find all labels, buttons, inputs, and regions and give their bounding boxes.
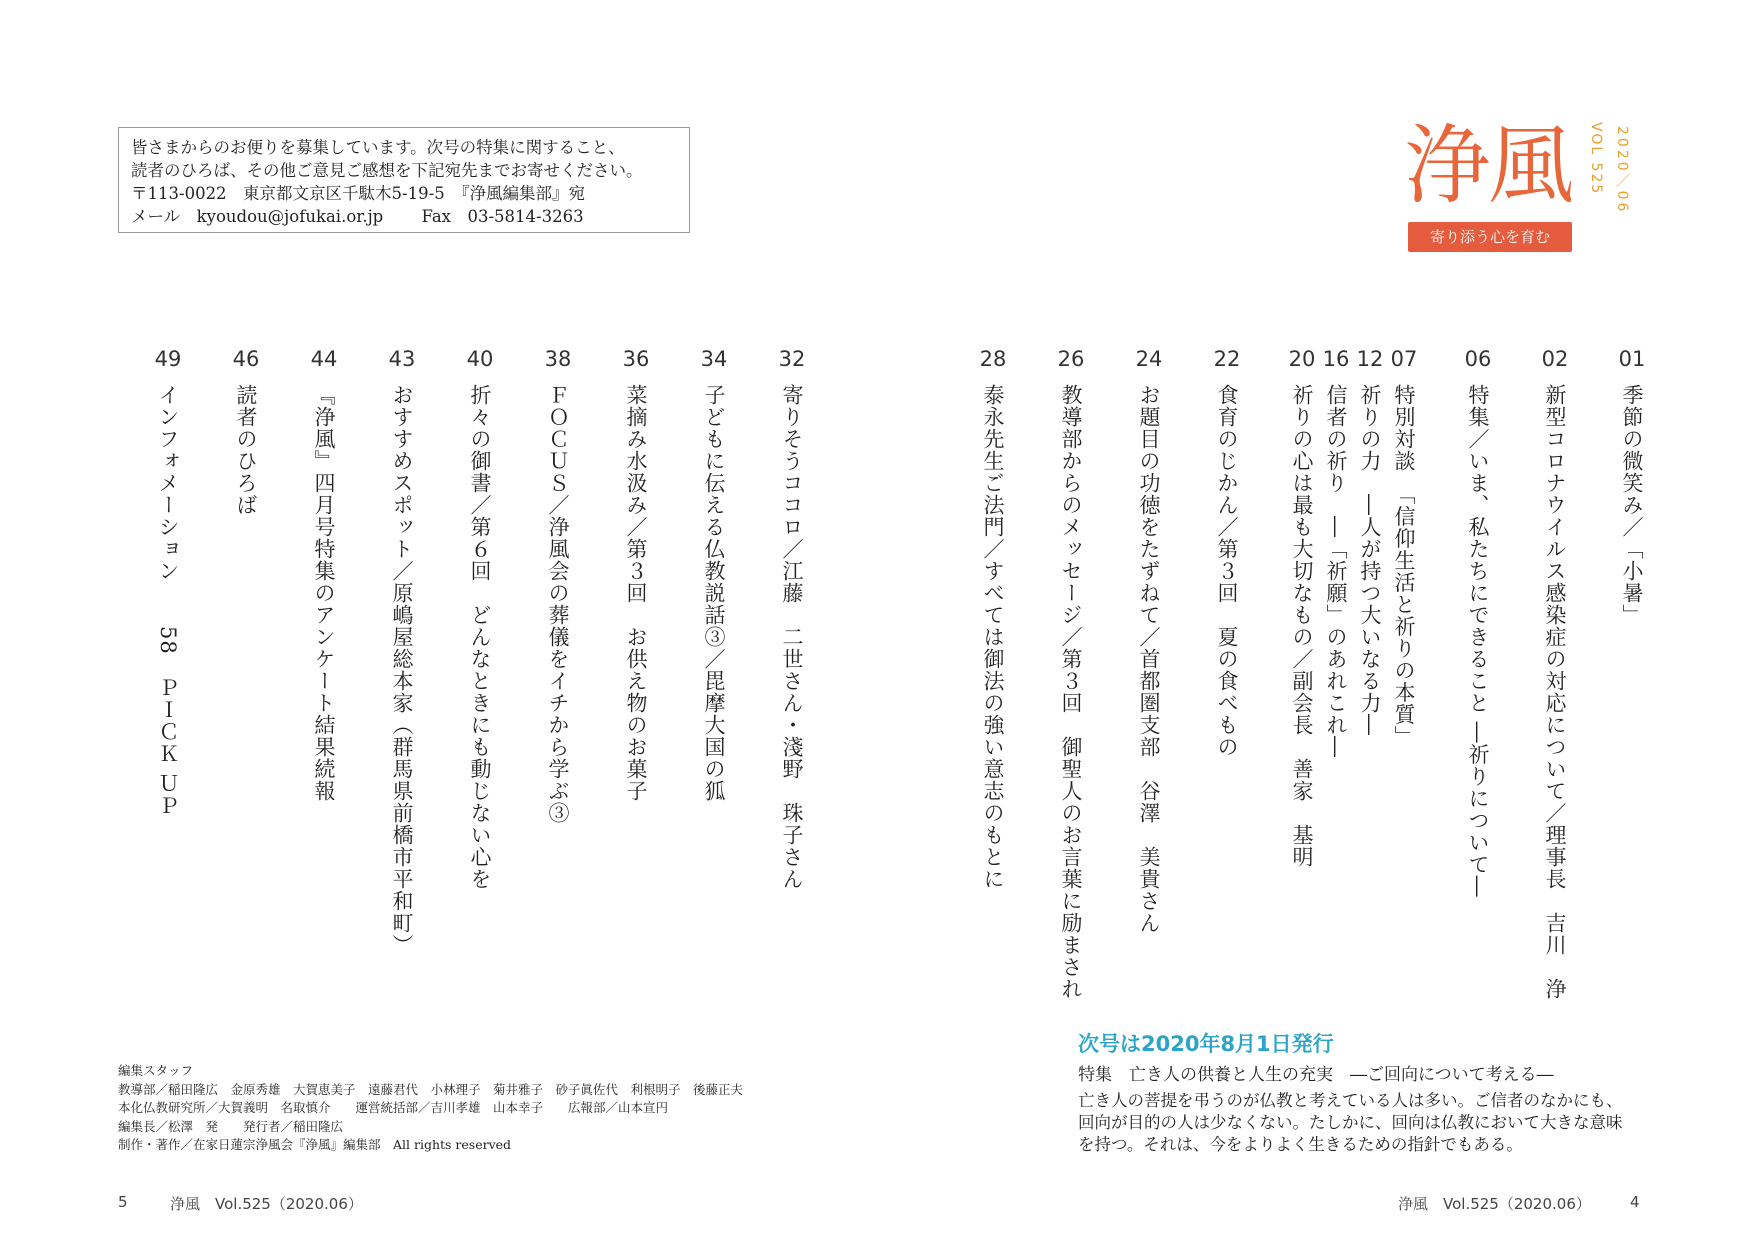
submission-notice [118, 127, 690, 233]
toc-title: お題目の功徳をたずねて／首都圏支部 谷澤 美貴さん [1137, 384, 1161, 934]
toc-title: 祈りの力 ―人が持つ大いなる力― [1358, 384, 1382, 736]
toc-entry[interactable] [541, 346, 575, 824]
toc-entry[interactable] [307, 346, 341, 802]
toc-page-number: 06 [1464, 347, 1492, 371]
toc-entry[interactable] [976, 346, 1010, 890]
logo-title: 浄風 [1404, 116, 1572, 216]
notice-line: 読者のひろば、その他ご意見ご感想を下記宛先までお寄せください。 [131, 161, 643, 180]
toc-title: 季節の微笑み／「小暑」 [1620, 384, 1644, 626]
toc-entry[interactable] [1387, 346, 1421, 748]
next-issue-heading: 次号は2020年8月1日発行 [1078, 1032, 1334, 1056]
footer-left-page-number: 5 [118, 1193, 128, 1211]
staff-line: 編集長／松澤 発 発行者／稲田隆広 [118, 1118, 344, 1134]
toc-entry[interactable] [1538, 346, 1572, 1000]
toc-title: 新型コロナウイルス感染症の対応について／理事長 吉川 浄 [1543, 384, 1567, 1000]
toc-title: 泰永先生ご法門／すべては御法の強い意志のもとに [981, 384, 1005, 890]
toc-entry[interactable] [1054, 346, 1088, 1000]
toc-page-number: 07 [1390, 347, 1418, 371]
toc-page-number: 02 [1541, 347, 1569, 371]
toc-page-number: 22 [1213, 347, 1241, 371]
editorial-staff [118, 1062, 818, 1155]
logo-tagline: 寄り添う心を育む [1408, 222, 1572, 252]
logo-date: 2020／06 [1614, 126, 1630, 215]
toc-title: 信者の祈り ―「祈願」のあれこれ― [1324, 384, 1348, 758]
toc-page-number: 43 [388, 347, 416, 371]
toc-page-number: 49 [154, 347, 182, 371]
toc-title: ＦＯＣＵＳ／浄風会の葬儀をイチから学ぶ③ [546, 384, 570, 824]
toc-page-number: 01 [1618, 347, 1646, 371]
toc-entry[interactable] [463, 346, 497, 890]
toc-page-number: 40 [466, 347, 494, 371]
toc-entry[interactable] [1132, 346, 1166, 934]
toc-page-number: 12 [1356, 347, 1384, 371]
staff-line: 制作・著作／在家日蓮宗浄風会『浄風』編集部 All rights reserved [118, 1137, 512, 1153]
footer-right-page-number: 4 [1630, 1193, 1640, 1211]
toc-page-number: 38 [544, 347, 572, 371]
notice-address: 〒113-0022 東京都文京区千駄木5-19-5 『浄風編集部』宛 [131, 184, 585, 203]
magazine-logo [1404, 118, 1644, 268]
toc-title: 特集／いま、私たちにできること ―祈りについて― [1466, 384, 1490, 898]
toc-entry[interactable] [1615, 346, 1649, 626]
toc-title: おすすめスポット／原嶋屋総本家（群馬県前橋市平和町） [390, 384, 414, 956]
toc-entry[interactable] [619, 346, 653, 802]
toc-page-number: 36 [622, 347, 650, 371]
toc-entry[interactable] [229, 346, 263, 516]
footer-left-title: 浄風 Vol.525（2020.06） [170, 1195, 363, 1213]
toc-title: 読者のひろば [234, 384, 258, 516]
staff-line: 本化仏教研究所／大賀義明 名取慎介 運営統括部／吉川孝雄 山本幸子 広報部／山本宣円 [118, 1100, 669, 1116]
toc-entry[interactable] [1353, 346, 1387, 736]
toc-title: 菜摘み水汲み／第３回 お供え物のお菓子 [624, 384, 648, 802]
notice-contact: メール kyoudou@jofukai.or.jp Fax 03-5814-3263 [131, 207, 584, 226]
toc-title: 教導部からのメッセージ／第３回 御聖人のお言葉に励まされ [1059, 384, 1083, 1000]
toc-entry[interactable] [1285, 346, 1319, 868]
toc-entry[interactable] [385, 346, 419, 956]
toc-title: 祈りの心は最も大切なもの／副会長 善家 基明 [1290, 384, 1314, 868]
staff-label: 編集スタッフ [118, 1063, 194, 1078]
toc-page-number: 44 [310, 347, 338, 371]
staff-line: 教導部／稲田隆広 金原秀雄 大賀恵美子 遠藤君代 小林理子 菊井雅子 砂子眞佐代 利根明子 後藤正夫 [118, 1081, 744, 1097]
toc-title: 『浄風』四月号特集のアンケート結果続報 [312, 384, 336, 802]
toc-page-number: 28 [979, 347, 1007, 371]
toc-page-number: 16 [1322, 347, 1350, 371]
toc-title: 特別対談 「信仰生活と祈りの本質」 [1392, 384, 1416, 748]
next-issue-description: 亡き人の菩提を弔うのが仏教と考えている人は多い。ご信者のなかにも、回向が目的の人は少なくない。たしかに、回向は仏教において大きな意味を持つ。それは、今をよりよく生きるための指針でもある。 [1078, 1091, 1623, 1154]
toc-title: 折々の御書／第６回 どんなときにも動じない心を [468, 384, 492, 890]
toc-page-number: 20 [1288, 347, 1316, 371]
toc-title: 子どもに伝える仏教説話③／毘摩大国の狐 [702, 384, 726, 802]
toc-page-number: 26 [1057, 347, 1085, 371]
toc-title: 寄りそうココロ／江藤 二世さん・淺野 珠子さん [780, 384, 804, 890]
toc-page-number: 32 [778, 347, 806, 371]
logo-volume: VOL 525 [1588, 122, 1604, 196]
toc-title: インフォメーション 58 ＰＩＣＫ ＵＰ [156, 384, 180, 817]
toc-entry[interactable] [775, 346, 809, 890]
toc-page-number: 34 [700, 347, 728, 371]
toc-page-number: 46 [232, 347, 260, 371]
toc-entry[interactable] [1319, 346, 1353, 758]
footer-right-title: 浄風 Vol.525（2020.06） [1398, 1195, 1591, 1213]
toc-entry[interactable] [151, 346, 185, 816]
toc-entry[interactable] [1461, 346, 1495, 898]
toc-entry[interactable] [1210, 346, 1244, 758]
toc-page-number: 24 [1135, 347, 1163, 371]
notice-line: 皆さまからのお便りを募集しています。次号の特集に関すること、 [131, 138, 625, 157]
toc-title: 食育のじかん／第３回 夏の食べもの [1215, 384, 1239, 758]
next-issue-feature: 特集 亡き人の供養と人生の充実 ―ご回向について考える― [1078, 1065, 1554, 1085]
next-issue-announcement [1078, 1030, 1638, 1156]
toc-entry[interactable] [697, 346, 731, 802]
